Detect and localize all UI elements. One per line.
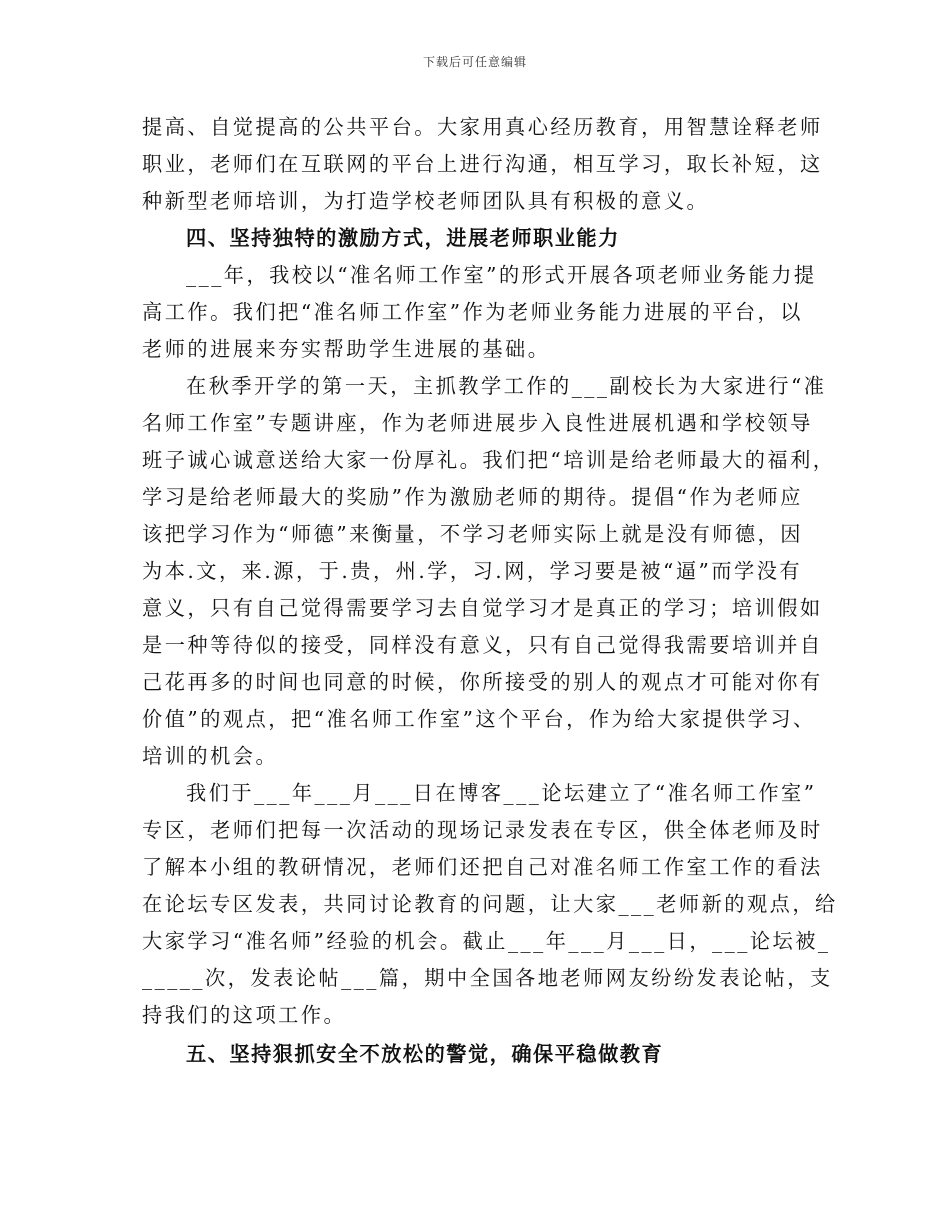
page-header: 下载后可任意编辑 [422,55,527,69]
body-line: 是一种等待似的接受，同样没有意义，只有自己觉得我需要培训并自 [142,633,823,657]
paragraph-first-line: ___年，我校以“准名师工作室”的形式开展各项老师业务能力提 [186,263,817,287]
body-line: 学习是给老师最大的奖励”作为激励老师的期待。提倡“作为老师应 [142,485,803,509]
body-line: 高工作。我们把“准名师工作室”作为老师业务能力进展的平台，以 [142,300,803,324]
body-line: 在论坛专区发表，共同讨论教育的问题，让大家___老师新的观点，给 [142,892,838,916]
body-line: 培训的机会。 [142,744,279,768]
body-line: 持我们的这项工作。 [142,1003,347,1027]
body-line: 该把学习作为“师德”来衡量，不学习老师实际上就是没有师德，因 [142,522,803,546]
section-heading: 五、坚持狠抓安全不放松的警觉，确保平稳做教育 [186,1042,664,1066]
body-line: 大家学习“准名师”经验的机会。截止___年___月___日，___论坛被_ [142,929,831,953]
body-line: 提高、自觉提高的公共平台。大家用真心经历教育，用智慧诠释老师 [142,115,823,139]
body-line: 了解本小组的教研情况，老师们还把自己对准名师工作室工作的看法 [142,855,823,879]
paragraph-first-line: 在秋季开学的第一天，主抓教学工作的___副校长为大家进行“准 [186,374,827,398]
body-line: 己花再多的时间也同意的时候，你所接受的别人的观点才可能对你有 [142,670,823,694]
body-line: 价值”的观点，把“准名师工作室”这个平台，作为给大家提供学习、 [142,707,816,731]
body-line: 老师的进展来夯实帮助学生进展的基础。 [142,337,551,361]
paragraph-first-line: 我们于___年___月___日在博客___论坛建立了“准名师工作室” [186,781,817,805]
body-line: _____次，发表论帖___篇，期中全国各地老师网友纷纷发表论帖，支 [142,966,833,990]
body-line: 名师工作室”专题讲座，作为老师进展步入良性进展机遇和学校领导 [142,411,813,435]
body-line: 种新型老师培训，为打造学校老师团队具有积极的意义。 [142,189,710,213]
body-line: 意义，只有自己觉得需要学习去自觉学习才是真正的学习；培训假如 [142,596,823,620]
body-line: 职业，老师们在互联网的平台上进行沟通，相互学习，取长补短，这 [142,152,823,176]
body-line: 班子诚心诚意送给大家一份厚礼。我们把“培训是给老师最大的福利， [142,448,836,472]
section-heading: 四、坚持独特的激励方式，进展老师职业能力 [186,226,620,250]
body-line: 为本.文，来.源，于.贵，州.学，习.网，学习要是被“逼”而学没有 [142,559,803,583]
body-line: 专区，老师们把每一次活动的现场记录发表在专区，供全体老师及时 [142,818,823,842]
